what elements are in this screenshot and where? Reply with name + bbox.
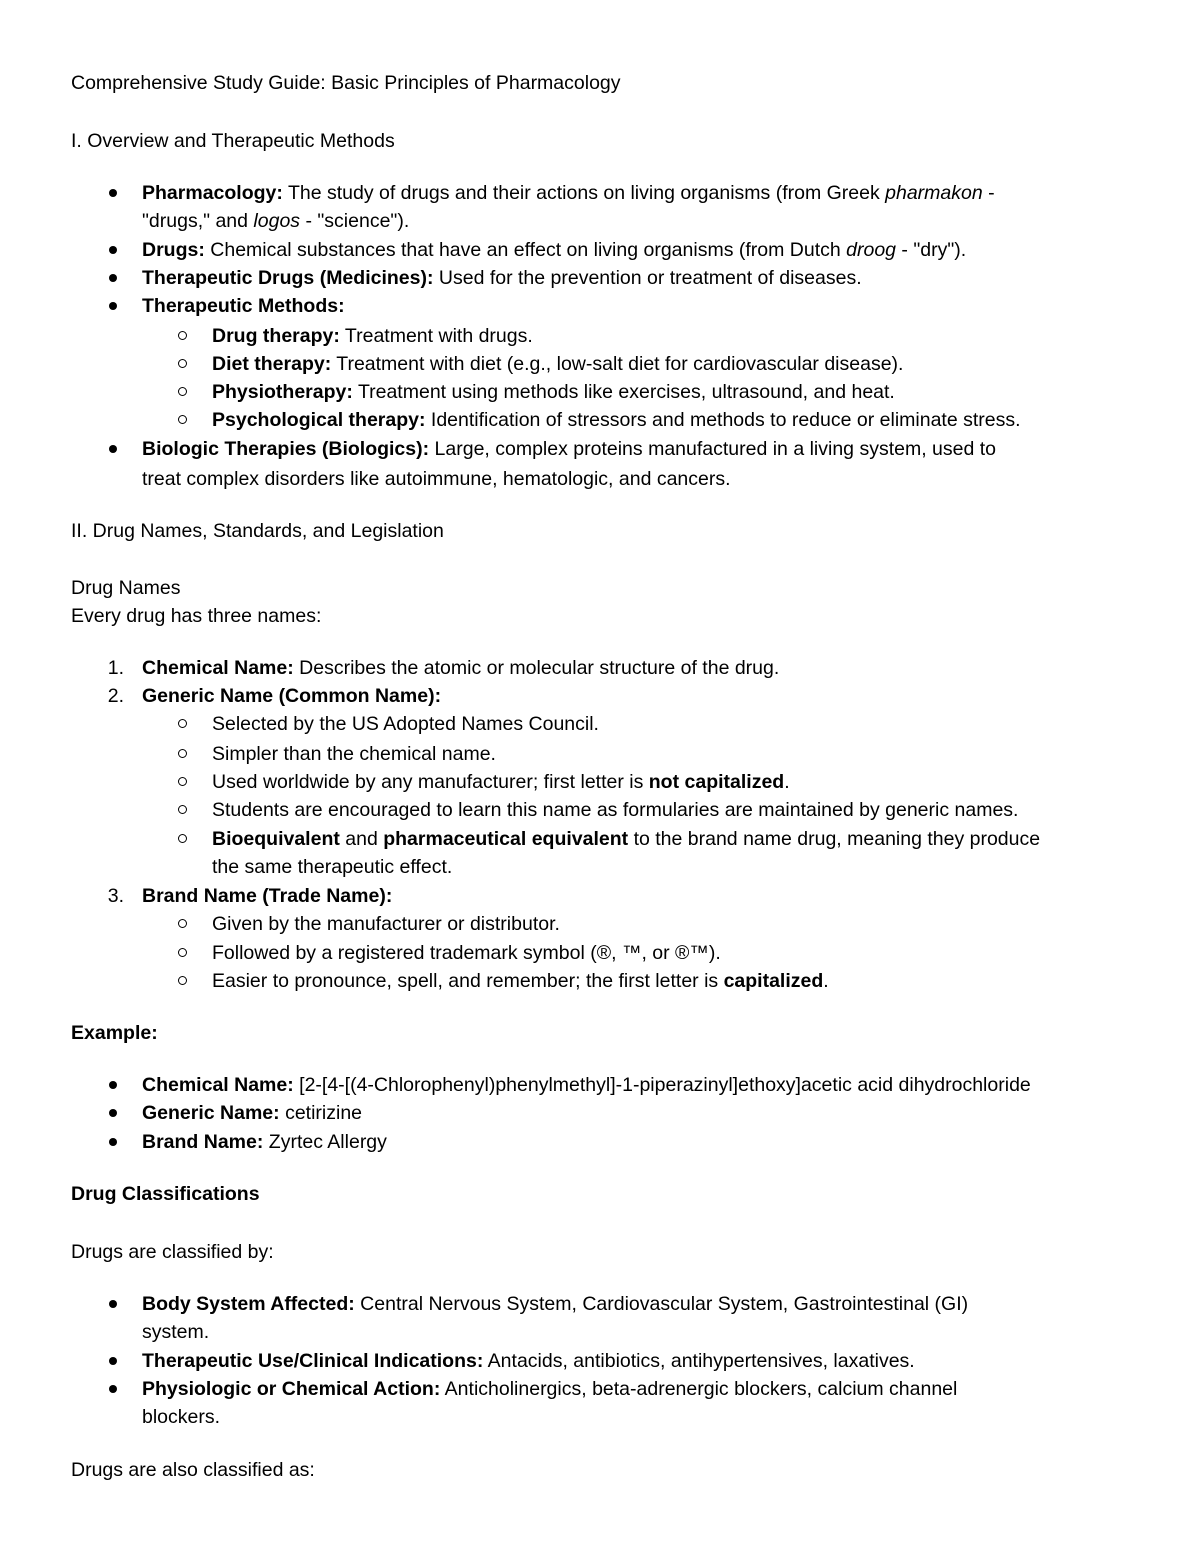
generic-sub-5: Bioequivalent and pharmaceutical equivalent to the brand name drug, meaning they produce (212, 828, 1041, 850)
method-physiotherapy: Physiotherapy: Treatment using methods like exercises, ultrasound, and heat. (212, 381, 895, 403)
drug-classifications-heading: Drug Classifications (71, 1183, 260, 1205)
bullet-icon (109, 1300, 117, 1308)
drug-names-intro: Every drug has three names: (71, 605, 322, 627)
example-generic-name: Generic Name: cetirizine (142, 1102, 363, 1124)
list-number: 1. (107, 657, 124, 679)
example-brand-name: Brand Name: Zyrtec Allergy (142, 1131, 387, 1153)
body-system-item-cont: system. (142, 1321, 210, 1343)
bullet-icon (109, 1081, 117, 1089)
bullet-icon (109, 1138, 117, 1146)
circle-bullet-icon (178, 359, 187, 368)
method-psychological-therapy: Psychological therapy: Identification of stressors and methods to reduce or eliminate stress. (212, 409, 1021, 431)
bullet-icon (109, 246, 117, 254)
therapeutic-methods-item: Therapeutic Methods: (142, 295, 345, 317)
physiologic-action-item: Physiologic or Chemical Action: Anticholinergics, beta-adrenergic blockers, calcium channel (142, 1378, 958, 1400)
list-number: 2. (107, 685, 124, 707)
biologics-item: Biologic Therapies (Biologics): Large, complex proteins manufactured in a living system, used to (142, 438, 996, 460)
generic-sub-5-cont: the same therapeutic effect. (212, 856, 453, 878)
generic-sub-3: Used worldwide by any manufacturer; first letter is not capitalized. (212, 771, 790, 793)
brand-sub-1: Given by the manufacturer or distributor. (212, 913, 560, 935)
example-heading: Example: (71, 1022, 158, 1044)
chemical-name-item: Chemical Name: Describes the atomic or molecular structure of the drug. (142, 657, 780, 679)
physiologic-action-item-cont: blockers. (142, 1406, 221, 1428)
bullet-icon (109, 1109, 117, 1117)
example-chemical-name: Chemical Name: [2-[4-[(4-Chlorophenyl)phenylmethyl]-1-piperazinyl]ethoxy]acetic acid dihydrochloride (142, 1074, 1031, 1096)
drugs-item: Drugs: Chemical substances that have an effect on living organisms (from Dutch droog - "dry"). (142, 239, 967, 261)
circle-bullet-icon (178, 777, 187, 786)
classifications-intro: Drugs are classified by: (71, 1241, 274, 1263)
bullet-icon (109, 1385, 117, 1393)
pharmacology-item: Pharmacology: The study of drugs and their actions on living organisms (from Greek pharmakon - (142, 182, 995, 204)
body-system-item: Body System Affected: Central Nervous System, Cardiovascular System, Gastrointestinal (GI) (142, 1293, 969, 1315)
circle-bullet-icon (178, 805, 187, 814)
circle-bullet-icon (178, 948, 187, 957)
circle-bullet-icon (178, 719, 187, 728)
generic-sub-2: Simpler than the chemical name. (212, 743, 496, 765)
circle-bullet-icon (178, 976, 187, 985)
biologics-item-cont: treat complex disorders like autoimmune, hematologic, and cancers. (142, 468, 731, 490)
bullet-icon (109, 302, 117, 310)
circle-bullet-icon (178, 919, 187, 928)
method-diet-therapy: Diet therapy: Treatment with diet (e.g., low-salt diet for cardiovascular disease). (212, 353, 904, 375)
brand-sub-2: Followed by a registered trademark symbol (®, ™, or ®™). (212, 942, 721, 964)
bullet-icon (109, 445, 117, 453)
page-title: Comprehensive Study Guide: Basic Principles of Pharmacology (71, 72, 621, 94)
drug-names-heading: Drug Names (71, 577, 181, 599)
circle-bullet-icon (178, 834, 187, 843)
generic-sub-4: Students are encouraged to learn this name as formularies are maintained by generic names. (212, 799, 1019, 821)
brand-sub-3: Easier to pronounce, spell, and remember; the first letter is capitalized. (212, 970, 829, 992)
section-2-heading: II. Drug Names, Standards, and Legislation (71, 520, 444, 542)
circle-bullet-icon (178, 387, 187, 396)
generic-sub-1: Selected by the US Adopted Names Council. (212, 713, 599, 735)
bullet-icon (109, 274, 117, 282)
bullet-icon (109, 189, 117, 197)
list-number: 3. (107, 885, 124, 907)
circle-bullet-icon (178, 415, 187, 424)
method-drug-therapy: Drug therapy: Treatment with drugs. (212, 325, 533, 347)
bullet-icon (109, 1357, 117, 1365)
circle-bullet-icon (178, 331, 187, 340)
circle-bullet-icon (178, 749, 187, 758)
brand-name-item: Brand Name (Trade Name): (142, 885, 393, 907)
generic-name-item: Generic Name (Common Name): (142, 685, 442, 707)
therapeutic-use-item: Therapeutic Use/Clinical Indications: Antacids, antibiotics, antihypertensives, laxatives. (142, 1350, 915, 1372)
also-classified-line: Drugs are also classified as: (71, 1459, 315, 1481)
section-1-heading: I. Overview and Therapeutic Methods (71, 130, 395, 152)
therapeutic-drugs-item: Therapeutic Drugs (Medicines): Used for the prevention or treatment of diseases. (142, 267, 862, 289)
pharmacology-item-cont: "drugs," and logos - "science"). (142, 210, 410, 232)
